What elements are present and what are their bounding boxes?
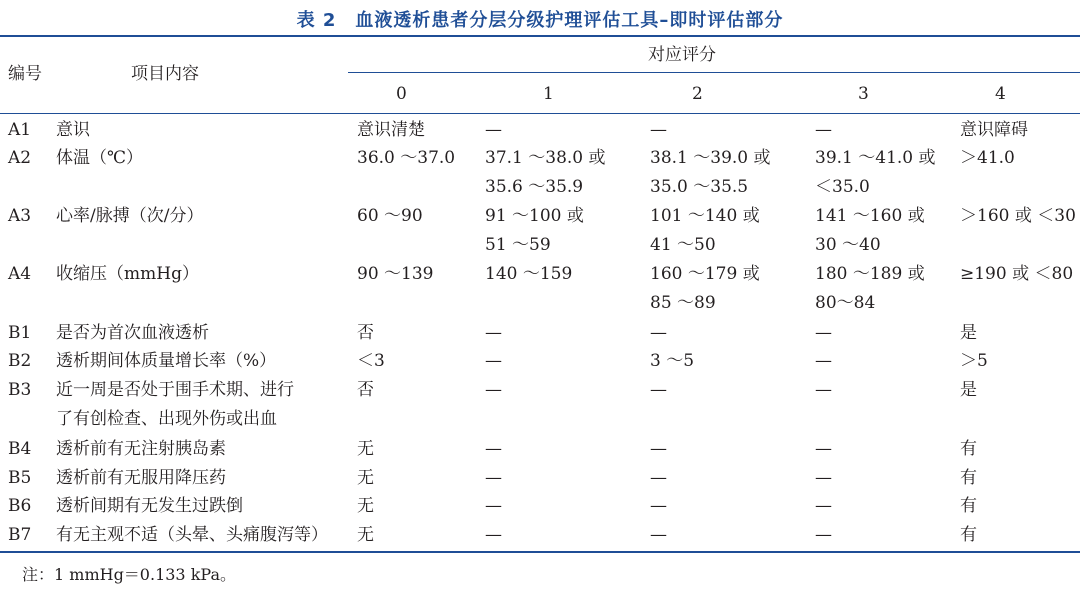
score-header-rule xyxy=(348,72,1080,73)
row-score-2: 101 ～140 或 xyxy=(650,206,760,226)
header-id: 编号 xyxy=(8,64,42,84)
row-score-1: 51 ～59 xyxy=(485,235,551,255)
row-score-0: 无 xyxy=(357,439,374,459)
row-item: 透析间期有无发生过跌倒 xyxy=(56,496,243,516)
row-id: B4 xyxy=(8,439,32,459)
score-col-3: 3 xyxy=(858,84,869,104)
score-col-4: 4 xyxy=(995,84,1006,104)
row-id: B7 xyxy=(8,525,32,545)
row-score-1: 37.1 ～38.0 或 xyxy=(485,148,606,168)
row-score-3: — xyxy=(815,468,832,488)
row-score-3: 80～84 xyxy=(815,293,876,313)
row-id: A1 xyxy=(8,120,32,140)
row-score-4: ＞160 或 ＜30 xyxy=(960,206,1076,226)
row-score-1: — xyxy=(485,351,502,371)
row-score-0: ＜3 xyxy=(357,351,385,371)
score-col-1: 1 xyxy=(543,84,554,104)
row-score-4: 有 xyxy=(960,496,977,516)
row-item: 透析前有无注射胰岛素 xyxy=(56,439,226,459)
row-score-3: 180 ～189 或 xyxy=(815,264,925,284)
row-score-1: — xyxy=(485,380,502,400)
row-score-1: — xyxy=(485,323,502,343)
row-score-4: 是 xyxy=(960,380,977,400)
row-item: 透析期间体质量增长率（%） xyxy=(56,351,277,371)
row-score-0: 60 ～90 xyxy=(357,206,423,226)
table-title: 表 2 血液透析患者分层分级护理评估工具–即时评估部分 xyxy=(296,10,784,31)
row-score-2: — xyxy=(650,323,667,343)
row-score-4: ＞5 xyxy=(960,351,988,371)
row-score-2: — xyxy=(650,380,667,400)
row-score-1: — xyxy=(485,468,502,488)
row-score-2: 38.1 ～39.0 或 xyxy=(650,148,771,168)
row-id: A2 xyxy=(8,148,32,168)
row-score-4: 有 xyxy=(960,525,977,545)
row-score-2: — xyxy=(650,525,667,545)
row-score-2: 35.0 ～35.5 xyxy=(650,177,749,197)
row-id: B6 xyxy=(8,496,32,516)
row-score-4: ≥190 或 ＜80 xyxy=(960,264,1074,284)
row-score-1: — xyxy=(485,496,502,516)
row-score-4: 有 xyxy=(960,468,977,488)
row-score-1: — xyxy=(485,439,502,459)
row-score-3: — xyxy=(815,380,832,400)
row-id: B1 xyxy=(8,323,32,343)
row-score-0: 否 xyxy=(357,380,374,400)
row-item: 收缩压（mmHg） xyxy=(56,264,199,284)
row-score-0: 无 xyxy=(357,468,374,488)
row-score-0: 否 xyxy=(357,323,374,343)
row-score-3: 39.1 ～41.0 或 xyxy=(815,148,936,168)
row-score-0: 90 ～139 xyxy=(357,264,434,284)
row-score-0: 意识清楚 xyxy=(357,120,425,140)
row-score-3: — xyxy=(815,120,832,140)
header-score: 对应评分 xyxy=(648,45,716,65)
row-item: 有无主观不适（头晕、头痛腹泻等） xyxy=(56,525,328,545)
row-score-3: — xyxy=(815,351,832,371)
row-score-0: 36.0 ～37.0 xyxy=(357,148,456,168)
row-score-1: — xyxy=(485,120,502,140)
row-score-3: — xyxy=(815,439,832,459)
row-score-3: — xyxy=(815,525,832,545)
row-score-4: 意识障碍 xyxy=(960,120,1028,140)
row-score-2: 41 ～50 xyxy=(650,235,716,255)
row-score-2: 3 ～5 xyxy=(650,351,695,371)
row-item: 透析前有无服用降压药 xyxy=(56,468,226,488)
row-score-1: — xyxy=(485,525,502,545)
row-item: 是否为首次血液透析 xyxy=(56,323,209,343)
top-rule xyxy=(0,35,1080,37)
row-score-2: — xyxy=(650,496,667,516)
score-col-0: 0 xyxy=(396,84,407,104)
row-item: 近一周是否处于围手术期、进行 xyxy=(56,380,294,400)
row-score-2: — xyxy=(650,120,667,140)
header-item: 项目内容 xyxy=(131,64,199,84)
row-id: B3 xyxy=(8,380,32,400)
row-score-2: 85 ～89 xyxy=(650,293,716,313)
row-score-1: 35.6 ～35.9 xyxy=(485,177,584,197)
row-item: 体温（℃） xyxy=(56,148,144,168)
row-score-3: 30 ～40 xyxy=(815,235,881,255)
bottom-rule xyxy=(0,551,1080,553)
row-score-2: — xyxy=(650,439,667,459)
row-score-0: 无 xyxy=(357,525,374,545)
row-item: 心率/脉搏（次/分） xyxy=(56,206,204,226)
row-score-4: 是 xyxy=(960,323,977,343)
row-item: 意识 xyxy=(56,120,90,140)
row-score-4: ＞41.0 xyxy=(960,148,1015,168)
row-id: B2 xyxy=(8,351,32,371)
row-score-0: 无 xyxy=(357,496,374,516)
row-id: B5 xyxy=(8,468,32,488)
row-score-2: — xyxy=(650,468,667,488)
row-score-3: — xyxy=(815,323,832,343)
header-rule xyxy=(0,113,1080,114)
row-score-1: 91 ～100 或 xyxy=(485,206,584,226)
row-score-1: 140 ～159 xyxy=(485,264,573,284)
row-score-3: 141 ～160 或 xyxy=(815,206,925,226)
score-col-2: 2 xyxy=(692,84,703,104)
row-id: A4 xyxy=(8,264,32,284)
row-score-3: ＜35.0 xyxy=(815,177,870,197)
row-score-4: 有 xyxy=(960,439,977,459)
table-note: 注：1 mmHg＝0.133 kPa。 xyxy=(22,565,236,584)
row-item: 了有创检查、出现外伤或出血 xyxy=(56,409,277,429)
row-id: A3 xyxy=(8,206,32,226)
row-score-2: 160 ～179 或 xyxy=(650,264,760,284)
row-score-3: — xyxy=(815,496,832,516)
